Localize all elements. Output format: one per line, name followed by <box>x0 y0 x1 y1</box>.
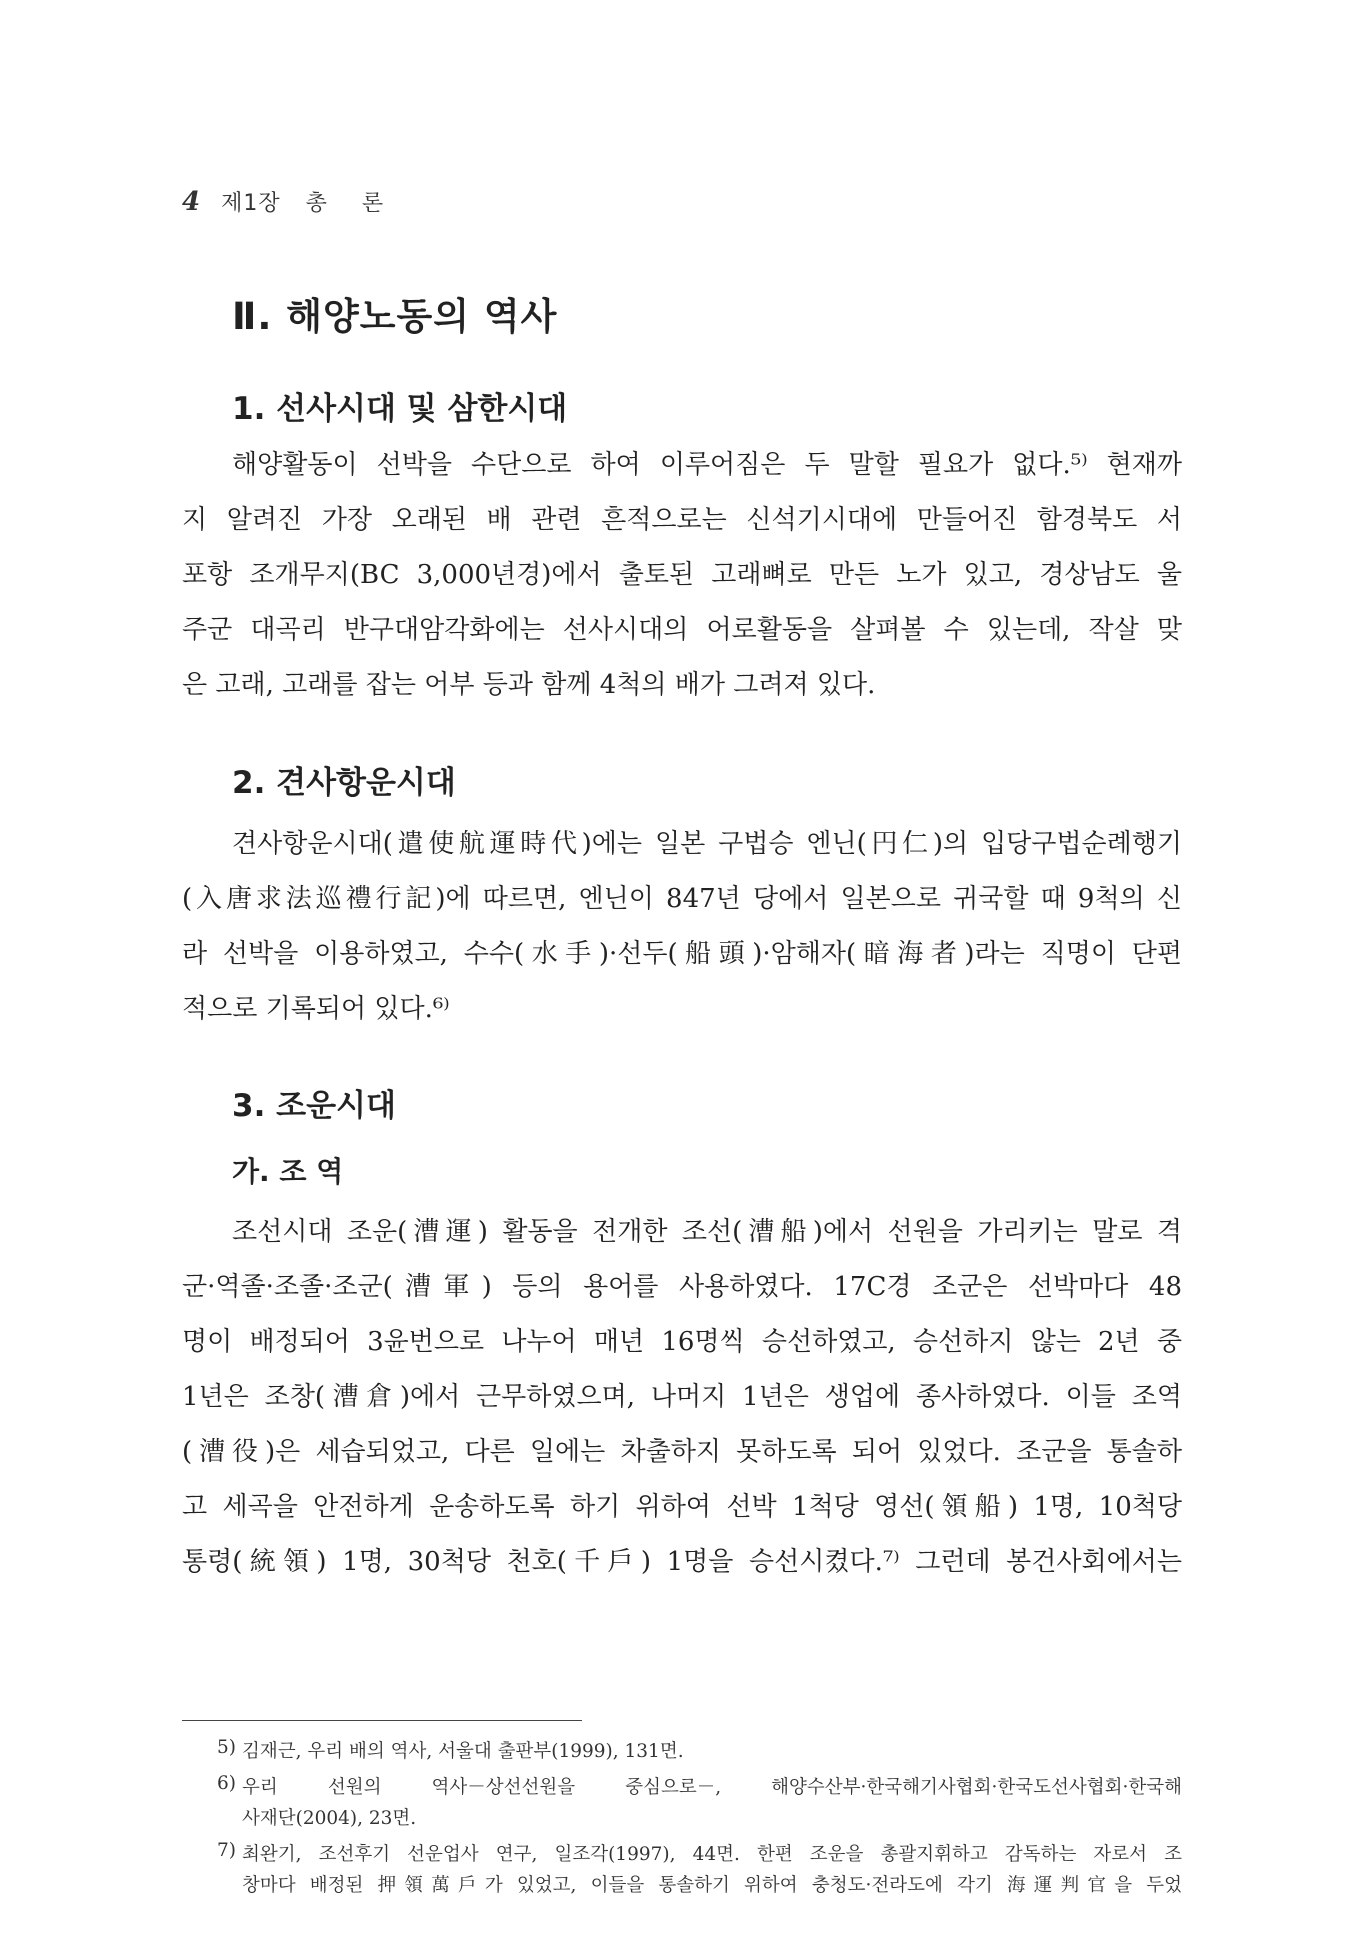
footnote-text: 김재근, 우리 배의 역사, 서울대 출판부(1999), 131면. <box>242 1741 684 1762</box>
subsection-heading-1: 1. 선사시대 및 삼한시대 <box>232 391 568 427</box>
paragraph-line: (入唐求法巡禮行記)에 따르면, 엔닌이 847년 당에서 일본으로 귀국할 때 9척의 신 <box>182 884 1182 914</box>
footnote-text: 창마다 배정된 押領萬戶가 있었고, 이들을 통솔하기 위하여 충청도·전라도에 각기 海運判官을 두었 <box>242 1875 1182 1896</box>
section-heading: Ⅱ. 해양노동의 역사 <box>232 295 558 338</box>
page-header <box>182 186 397 217</box>
page-number: 4 <box>182 187 201 217</box>
footnote-number: 7) <box>217 1840 236 1861</box>
footnote-divider <box>182 1720 582 1721</box>
paragraph-line: 포항 조개무지(BC 3,000년경)에서 출토된 고래뼈로 만든 노가 있고, 경상남도 울 <box>182 560 1182 590</box>
paragraph-line: 은 고래, 고래를 잡는 어부 등과 함께 4척의 배가 그려져 있다. <box>182 670 876 700</box>
footnote-number: 6) <box>217 1773 236 1794</box>
paragraph-line: 해양활동이 선박을 수단으로 하여 이루어짐은 두 말할 필요가 없다.⁵⁾ 현재까 <box>232 450 1182 480</box>
paragraph-line: (漕役)은 세습되었고, 다른 일에는 차출하지 못하도록 되어 있었다. 조군을 통솔하 <box>182 1437 1182 1467</box>
subsection-heading-3: 3. 조운시대 <box>232 1088 396 1124</box>
subsection-heading-2: 2. 견사항운시대 <box>232 765 456 801</box>
sub-subsection-heading: 가. 조 역 <box>232 1155 344 1188</box>
paragraph-line: 라 선박을 이용하였고, 수수(水手)·선두(船頭)·암해자(暗海者)라는 직명이 단편 <box>182 939 1182 969</box>
paragraph-line: 견사항운시대(遣使航運時代)에는 일본 구법승 엔닌(円仁)의 입당구법순례행기 <box>232 829 1182 859</box>
paragraph-line: 군·역졸·조졸·조군(漕軍) 등의 용어를 사용하였다. 17C경 조군은 선박마다 48 <box>182 1272 1182 1302</box>
chapter-title: 총 론 <box>305 191 398 216</box>
footnote-text: 우리 선원의 역사－상선선원을 중심으로－, 해양수산부·한국해기사협회·한국도선사협회·한국해 <box>242 1777 1182 1798</box>
paragraph-line: 통령(統領) 1명, 30척당 천호(千戶) 1명을 승선시켰다.⁷⁾ 그런데 봉건사회에서는 <box>182 1547 1182 1577</box>
paragraph-line: 1년은 조창(漕倉)에서 근무하였으며, 나머지 1년은 생업에 종사하였다. 이들 조역 <box>182 1382 1182 1412</box>
paragraph-line: 고 세곡을 안전하게 운송하도록 하기 위하여 선박 1척당 영선(領船) 1명, 10척당 <box>182 1492 1182 1522</box>
paragraph-line: 명이 배정되어 3윤번으로 나누어 매년 16명씩 승선하였고, 승선하지 않는 2년 중 <box>182 1327 1182 1357</box>
paragraph-line: 조선시대 조운(漕運) 활동을 전개한 조선(漕船)에서 선원을 가리키는 말로 격 <box>232 1217 1182 1247</box>
paragraph-line: 지 알려진 가장 오래된 배 관련 흔적으로는 신석기시대에 만들어진 함경북도 서 <box>182 505 1183 535</box>
paragraph-line: 적으로 기록되어 있다.⁶⁾ <box>182 994 450 1024</box>
footnote-text: 사재단(2004), 23면. <box>242 1808 417 1829</box>
footnote-number: 5) <box>217 1737 236 1758</box>
footnote-text: 최완기, 조선후기 선운업사 연구, 일조각(1997), 44면. 한편 조운을 총괄지휘하고 감독하는 자로서 조 <box>242 1844 1182 1865</box>
chapter-label: 제1장 <box>221 191 281 216</box>
paragraph-line: 주군 대곡리 반구대암각화에는 선사시대의 어로활동을 살펴볼 수 있는데, 작살 맞 <box>182 615 1182 645</box>
